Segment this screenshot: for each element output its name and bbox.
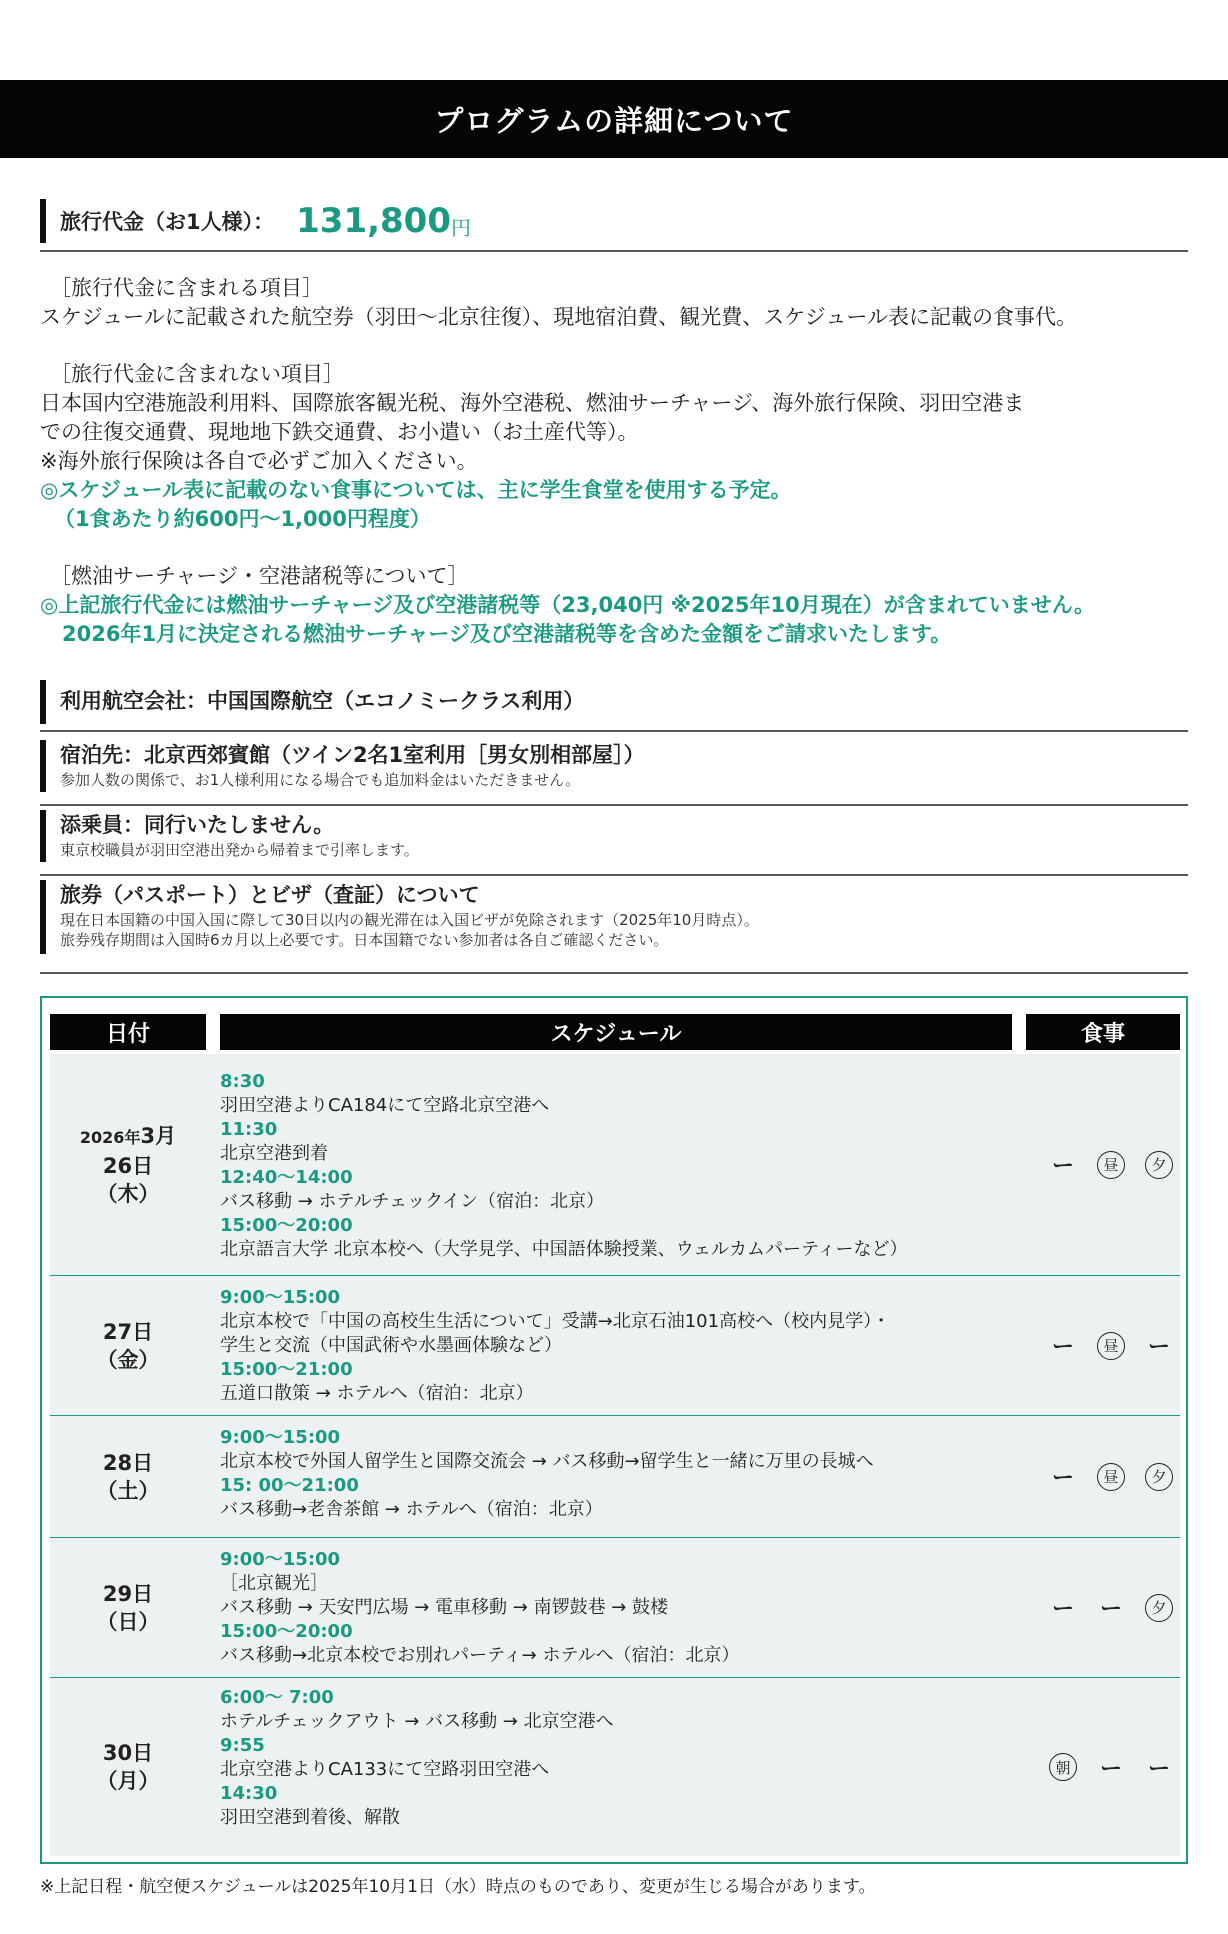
escort-title: 添乗員：同行いたしません。 <box>60 813 335 837</box>
schedule-time: 15:00〜21:00 <box>220 1359 353 1380</box>
date-cell <box>50 1678 206 1856</box>
date-weekday: （木） <box>96 1181 160 1206</box>
heading-bar <box>40 680 46 724</box>
date-day: 29日 <box>102 1581 154 1606</box>
schedule-cell <box>220 1286 1010 1406</box>
date-day: 27日 <box>102 1319 154 1344</box>
passport-sub1: 現在日本国籍の中国入国に際して30日以内の観光滞在は入国ビザが免除されます（2025年10月時点）。 <box>60 911 759 929</box>
table-row <box>50 1538 1180 1678</box>
meal-breakfast: ー <box>1051 1154 1074 1179</box>
date-day: 26日 <box>102 1153 154 1178</box>
date-weekday: （日） <box>96 1609 160 1634</box>
heading-bar <box>40 810 46 862</box>
schedule-desc: バス移動 → ホテルチェックイン（宿泊：北京） <box>220 1191 605 1212</box>
not-included-heading: ［旅行代金に含まれない項目］ <box>50 362 344 386</box>
meal-dinner: 夕 <box>1145 1463 1173 1491</box>
meal-dinner: 夕 <box>1145 1594 1173 1622</box>
meal-cell <box>1046 1678 1176 1856</box>
schedule-time: 15:00〜20:00 <box>220 1621 353 1642</box>
meal-lunch: 昼 <box>1097 1151 1125 1179</box>
date-month: 3月 <box>140 1123 177 1148</box>
meal-dinner: ー <box>1147 1335 1170 1360</box>
schedule-rows <box>50 1054 1180 1856</box>
included-heading: ［旅行代金に含まれる項目］ <box>50 276 323 300</box>
not-included-section <box>40 360 1200 534</box>
meal-lunch: 昼 <box>1097 1332 1125 1360</box>
hotel-title: 宿泊先：北京西郊賓館（ツイン2名1室利用［男女別相部屋］） <box>60 743 645 767</box>
hotel-sub: 参加人数の関係で、お1人様利用になる場合でも追加料金はいただきません。 <box>60 771 581 789</box>
fuel-note2: 2026年1月に決定される燃油サーチャージ及び空港諸税等を含めた金額をご請求いたします。 <box>62 622 952 646</box>
not-included-line3: ※海外旅行保険は各自で必ずご加入ください。 <box>40 449 478 473</box>
date-weekday: （月） <box>96 1769 160 1793</box>
schedule-time: 15: 00〜21:00 <box>220 1475 359 1496</box>
schedule-desc: 五道口散策 → ホテルへ（宿泊：北京） <box>220 1383 534 1404</box>
price-row <box>40 192 1188 252</box>
schedule-time: 6:00〜 7:00 <box>220 1687 334 1708</box>
schedule-footnote: ※上記日程・航空便スケジュールは2025年10月1日（水）時点のものであり、変更が生じる場合があります。 <box>40 1877 876 1897</box>
passport-sub2: 旅券残存期間は入国時6カ月以上必要です。日本国籍でない参加者は各自ご確認ください。 <box>60 931 669 949</box>
fuel-heading: ［燃油サーチャージ・空港諸税等について］ <box>50 564 469 588</box>
table-row <box>50 1678 1180 1856</box>
escort-sub: 東京校職員が羽田空港出発から帰着まで引率します。 <box>60 841 419 859</box>
hotel-info <box>40 738 1188 806</box>
schedule-desc: ［北京観光］ <box>220 1573 328 1594</box>
airline-info <box>40 672 1188 732</box>
included-section <box>40 274 1200 332</box>
date-cell <box>50 1416 206 1537</box>
heading-bar <box>40 740 46 792</box>
schedule-time: 9:00〜15:00 <box>220 1287 341 1308</box>
price-unit: 円 <box>450 215 471 240</box>
schedule-table <box>40 996 1188 1864</box>
meal-note: ◎スケジュール表に記載のない食事については、主に学生食堂を使用する予定。 <box>40 478 792 502</box>
table-row <box>50 1416 1180 1538</box>
section-title: プログラムの詳細について <box>434 103 794 138</box>
heading-bar <box>40 199 46 243</box>
not-included-line2: での往復交通費、現地地下鉄交通費、お小遣い（お土産代等）。 <box>40 420 639 444</box>
date-column-header: 日付 <box>50 1014 206 1050</box>
fuel-section <box>40 562 1200 649</box>
meal-breakfast: ー <box>1051 1597 1074 1622</box>
price-label: 旅行代金（お1人様）： <box>60 210 275 234</box>
schedule-time: 9:00〜15:00 <box>220 1549 341 1570</box>
meal-breakfast: ー <box>1051 1335 1074 1360</box>
section-header <box>0 80 1228 158</box>
meal-lunch: ー <box>1099 1756 1122 1782</box>
passport-info <box>40 878 1188 974</box>
schedule-desc: バス移動→北京本校でお別れパーティ→ ホテルへ（宿泊：北京） <box>220 1645 740 1666</box>
meal-lunch: 昼 <box>1097 1463 1125 1491</box>
schedule-desc: 北京空港よりCA133にて空路羽田空港へ <box>220 1759 550 1780</box>
meal-cost-note: （1食あたり約600円〜1,000円程度） <box>54 507 431 531</box>
date-day: 28日 <box>102 1450 154 1475</box>
date-day: 30日 <box>102 1741 154 1765</box>
schedule-desc: 北京空港到着 <box>220 1143 328 1164</box>
heading-bar <box>40 880 46 954</box>
price-value: 131,800 <box>296 201 451 241</box>
schedule-time: 15:00〜20:00 <box>220 1215 353 1236</box>
schedule-cell <box>220 1070 1010 1262</box>
schedule-time: 9:55 <box>220 1735 265 1756</box>
table-row <box>50 1276 1180 1416</box>
date-weekday: （金） <box>96 1347 160 1372</box>
meal-cell <box>1046 1538 1176 1677</box>
schedule-desc: 羽田空港よりCA184にて空路北京空港へ <box>220 1095 550 1116</box>
schedule-desc: 学生と交流（中国武術や水墨画体験など） <box>220 1335 562 1356</box>
schedule-cell <box>220 1548 1010 1668</box>
date-cell <box>50 1276 206 1415</box>
date-weekday: （土） <box>96 1478 160 1503</box>
meal-lunch: ー <box>1099 1597 1122 1622</box>
schedule-desc: 北京本校で外国人留学生と国際交流会 → バス移動→留学生と一緒に万里の長城へ <box>220 1451 874 1472</box>
meal-breakfast: 朝 <box>1049 1753 1077 1781</box>
meal-cell <box>1046 1054 1176 1275</box>
schedule-desc: ホテルチェックアウト → バス移動 → 北京空港へ <box>220 1711 614 1732</box>
date-year: 2026年 <box>79 1127 141 1147</box>
schedule-desc: バス移動→老舎茶館 → ホテルへ（宿泊：北京） <box>220 1499 603 1520</box>
schedule-cell <box>220 1426 1010 1522</box>
schedule-cell <box>220 1686 1010 1830</box>
schedule-desc: 北京本校で「中国の高校生生活について」受講→北京石油101高校へ（校内見学）・ <box>220 1311 891 1332</box>
meal-dinner: 夕 <box>1145 1151 1173 1179</box>
schedule-desc: 北京語言大学 北京本校へ（大学見学、中国語体験授業、ウェルカムパーティーなど） <box>220 1239 908 1260</box>
schedule-time: 12:40〜14:00 <box>220 1167 353 1188</box>
schedule-desc: バス移動 → 天安門広場 → 電車移動 → 南锣鼓巷 → 鼓楼 <box>220 1597 669 1618</box>
not-included-line1: 日本国内空港施設利用料、国際旅客観光税、海外空港税、燃油サーチャージ、海外旅行保険、羽田空港ま <box>40 391 1025 415</box>
meal-column-header: 食事 <box>1026 1014 1180 1050</box>
schedule-column-header: スケジュール <box>220 1014 1012 1050</box>
meal-cell <box>1046 1276 1176 1415</box>
schedule-time: 11:30 <box>220 1119 278 1140</box>
schedule-desc: 羽田空港到着後、解散 <box>220 1807 400 1828</box>
passport-title: 旅券（パスポート）とビザ（査証）について <box>60 883 480 907</box>
airline-title: 利用航空会社：中国国際航空（エコノミークラス利用） <box>60 689 585 713</box>
schedule-time: 8:30 <box>220 1071 265 1092</box>
schedule-time: 14:30 <box>220 1783 278 1804</box>
date-cell <box>50 1054 206 1275</box>
table-row <box>50 1054 1180 1276</box>
included-text: スケジュールに記載された航空券（羽田〜北京往復）、現地宿泊費、観光費、スケジュール表に記載の食事代。 <box>40 305 1077 329</box>
meal-breakfast: ー <box>1051 1466 1074 1491</box>
meal-dinner: ー <box>1147 1756 1170 1782</box>
escort-info <box>40 808 1188 876</box>
fuel-note1: ◎上記旅行代金には燃油サーチャージ及び空港諸税等（23,040円 ※2025年10月現在）が含まれていません。 <box>40 593 1095 617</box>
date-cell <box>50 1538 206 1677</box>
schedule-time: 9:00〜15:00 <box>220 1427 341 1448</box>
meal-cell <box>1046 1416 1176 1537</box>
